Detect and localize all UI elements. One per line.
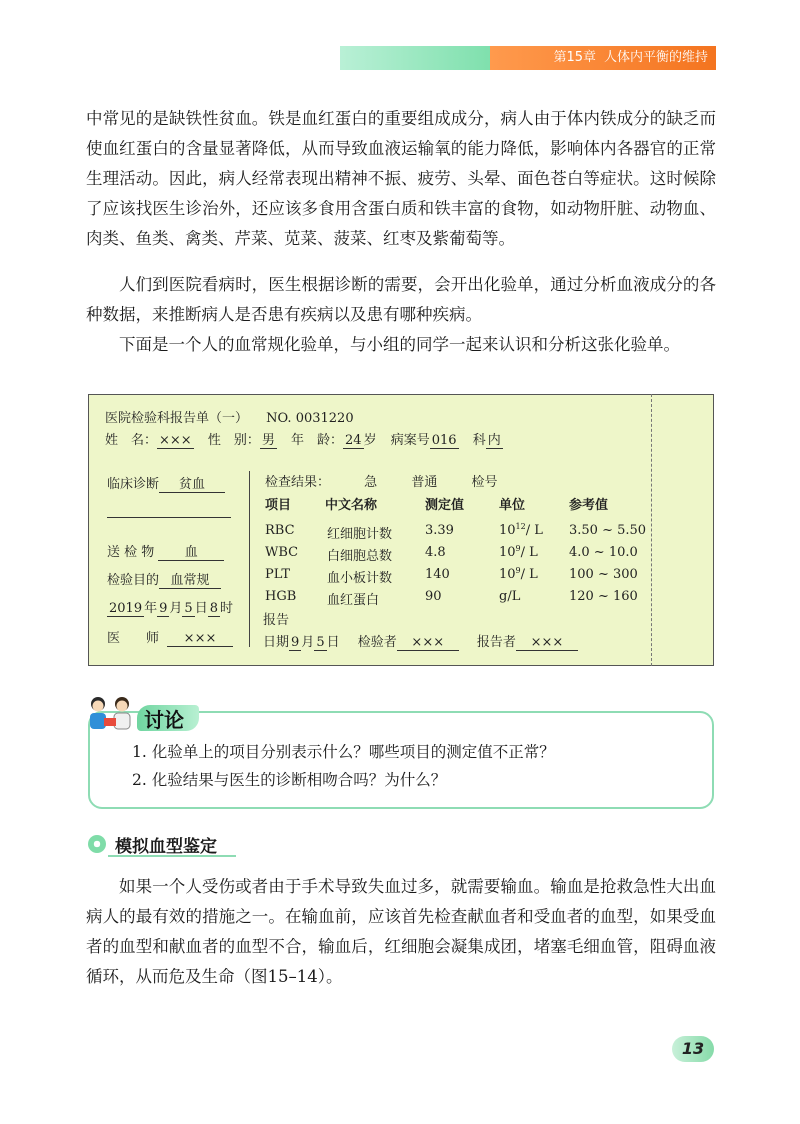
date-hour-unit: 时: [219, 601, 233, 616]
row-value: 3.39: [425, 523, 454, 538]
report-month: 9: [291, 635, 300, 650]
doctor-label: 医 师: [107, 631, 160, 646]
row-unit: [499, 589, 520, 604]
row-reference: 120 ~ 160: [569, 589, 638, 604]
unit-exponent: 9: [515, 544, 521, 553]
unit-base: 10: [499, 523, 516, 538]
blank-line: [107, 517, 231, 518]
discussion-question-1: 1. 化验单上的项目分别表示什么？哪些项目的测定值不正常？: [132, 743, 555, 761]
age-label: 年 龄：: [291, 433, 344, 448]
sex-value: 男: [261, 433, 275, 448]
sex-label: 性 别：: [207, 433, 260, 448]
section-bullet-icon: [88, 835, 106, 853]
column-header-item: 项目: [265, 498, 292, 513]
purpose-label: 检验目的: [107, 573, 160, 588]
paragraph-anemia: 中常见的是缺铁性贫血。铁是血红蛋白的重要组成成分，病人由于体内铁成分的缺乏而使血红蛋白的含量显著降低，从而导致血液运输氧的能力降低，影响体内各器官的正常生理活动。因此，病人经常表现出精神不振、疲劳、头晕、面色苍白等症状。这时候除了应该找医生诊治外，还应该多食用含蛋白质和铁丰富的食物，如动物肝脏、动物血、肉类、鱼类、禽类、芹菜、苋菜、菠菜、红枣及紫葡萄等。: [86, 109, 716, 248]
unit-base: 10: [499, 567, 516, 582]
normal-label: 普通: [411, 475, 438, 490]
reporter-label: 报告者: [476, 635, 516, 650]
diagnosis-value: 贫血: [159, 473, 225, 493]
section-underline: [108, 855, 236, 857]
report-day: 5: [316, 635, 325, 650]
report-number: NO. 0031220: [266, 411, 354, 426]
row-value: 140: [425, 567, 450, 582]
row-name: 血红蛋白: [327, 593, 380, 608]
chapter-title: 人体内平衡的维持: [603, 50, 708, 65]
unit-suffix: / L: [525, 523, 543, 538]
row-name: 白细胞总数: [327, 549, 393, 564]
sample-date: [107, 597, 233, 616]
checker-label: 检验者: [357, 635, 397, 650]
row-reference: 3.50 ~ 5.50: [569, 523, 647, 538]
unit-exponent: 12: [515, 522, 526, 531]
name-label: 姓 名：: [105, 433, 158, 448]
row-value: 4.8: [425, 545, 446, 560]
unit-exponent: 9: [515, 566, 521, 575]
age-value: 24: [345, 433, 362, 448]
date-year: 2019: [109, 601, 143, 616]
diagnosis-label: 临床诊断: [107, 477, 160, 492]
report-day-unit: 日: [326, 635, 340, 650]
paragraph-hospital: 人们到医院看病时，医生根据诊断的需要，会开出化验单，通过分析血液成分的各种数据，来推断病人是否患有疾病以及患有哪种疾病。: [86, 275, 716, 324]
row-unit: [499, 523, 543, 538]
report-date-label: 日期: [263, 635, 290, 650]
report-perforation-line: [651, 394, 652, 666]
urgent-label: 急: [364, 475, 378, 490]
row-item: WBC: [265, 545, 299, 560]
report-label: 报告: [263, 613, 290, 628]
row-name: 红细胞计数: [327, 527, 393, 542]
row-unit: [499, 545, 538, 560]
dept-label: 科: [472, 433, 486, 448]
case-value: 016: [431, 433, 457, 448]
row-unit: [499, 567, 538, 582]
column-header-unit: 单位: [499, 498, 526, 513]
chapter-number: 第15章: [553, 50, 596, 65]
column-header-value: 测定值: [425, 498, 465, 513]
row-item: RBC: [265, 523, 295, 538]
section-title: 模拟血型鉴定: [115, 837, 217, 857]
sample-value: 血: [158, 541, 224, 561]
header-band-green: [340, 46, 490, 70]
report-month-unit: 月: [301, 635, 315, 650]
column-header-name: 中文名称: [325, 498, 378, 513]
sample-label: 送 检 物: [107, 545, 155, 560]
lab-report: [88, 394, 714, 666]
date-day-unit: 日: [194, 601, 208, 616]
dept-value: 内: [487, 433, 501, 448]
checker-value: ×××: [397, 635, 459, 651]
discussion-title: 讨论: [144, 708, 184, 732]
reporter-value: ×××: [516, 635, 578, 651]
result-label: 检查结果：: [265, 475, 331, 490]
result-header: [265, 471, 497, 490]
row-item: HGB: [265, 589, 297, 604]
page-number: 13: [681, 1039, 705, 1058]
report-divider: [249, 471, 250, 647]
discussion-question-2: 2. 化验结果与医生的诊断相吻合吗？为什么？: [132, 771, 447, 789]
name-value: ×××: [159, 433, 192, 448]
chapter-header: [492, 46, 714, 70]
purpose-value: 血常规: [159, 569, 221, 589]
date-day: 5: [184, 601, 193, 616]
date-year-unit: 年: [144, 601, 158, 616]
report-footer: [263, 631, 578, 651]
report-title: 医院检验科报告单（一）: [105, 411, 249, 426]
row-value: 90: [425, 589, 442, 604]
unit-suffix: / L: [520, 567, 538, 582]
paragraph-transfusion: 如果一个人受伤或者由于手术导致失血过多，就需要输血。输血是抢救急性大出血病人的最有效的措施之一。在输血前，应该首先检查献血者和受血者的血型，如果受血者的血型和献血者的血型不合，输血后，红细胞会凝集成团，堵塞毛细血管，阻碍血液循环，从而危及生命（图15–14）。: [86, 877, 716, 986]
row-reference: 100 ~ 300: [569, 567, 638, 582]
patient-info-row: [105, 429, 503, 448]
row-name: 血小板计数: [327, 571, 393, 586]
date-month: 9: [159, 601, 168, 616]
discussion-students-icon: [84, 694, 140, 734]
column-header-reference: 参考值: [569, 498, 609, 513]
unit-base: g/L: [499, 589, 521, 604]
row-item: PLT: [265, 567, 290, 582]
date-hour: 8: [209, 601, 218, 616]
row-reference: 4.0 ~ 10.0: [569, 545, 638, 560]
check-number-label: 检号: [471, 475, 498, 490]
case-label: 病案号: [390, 433, 430, 448]
doctor-value: ×××: [167, 631, 233, 647]
paragraph-report-intro: 下面是一个人的血常规化验单，与小组的同学一起来认识和分析这张化验单。: [119, 335, 680, 354]
unit-base: 10: [499, 545, 516, 560]
age-unit: 岁: [363, 433, 377, 448]
unit-suffix: / L: [520, 545, 538, 560]
date-month-unit: 月: [169, 601, 183, 616]
